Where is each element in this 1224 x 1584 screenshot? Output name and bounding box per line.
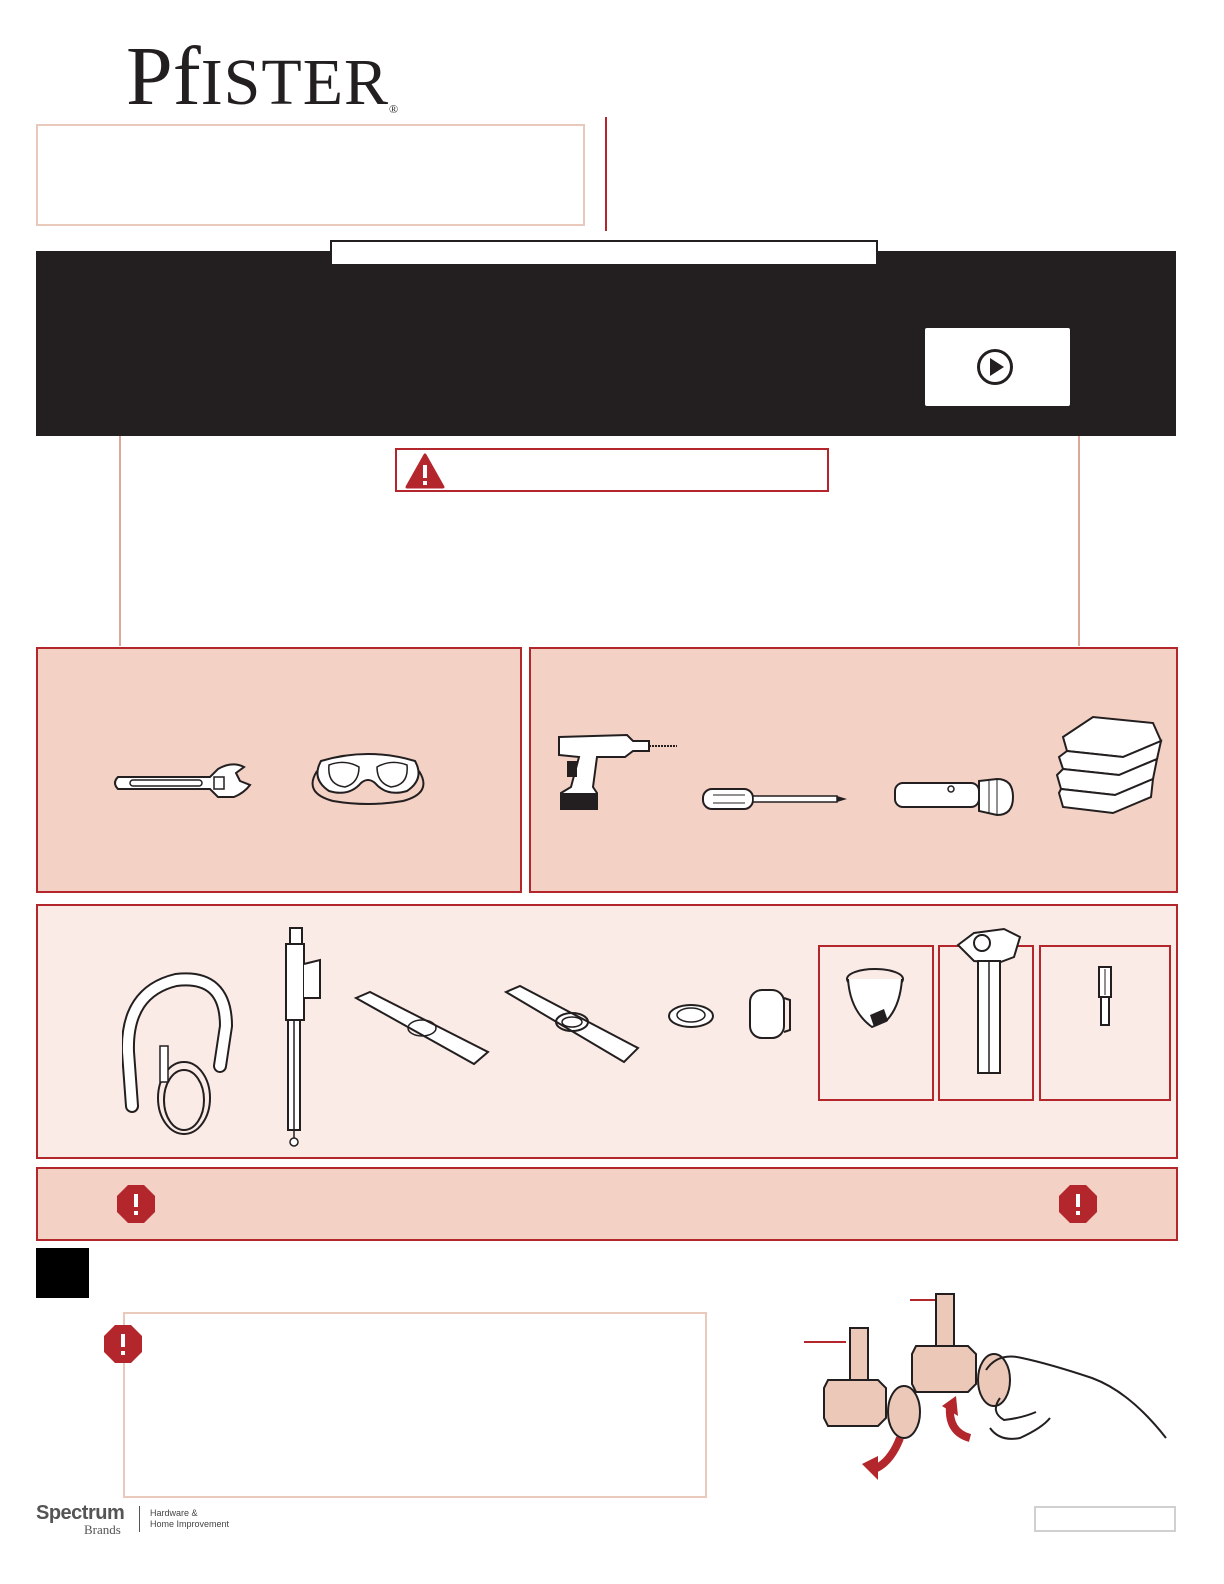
step-number-block xyxy=(36,1248,89,1298)
spectrum-brands-logo xyxy=(36,1502,125,1537)
pfister-logo xyxy=(126,32,398,128)
warning-triangle-icon xyxy=(405,453,445,489)
escutcheon-plate-icon xyxy=(502,984,642,1066)
footer-company: Spectrum xyxy=(36,1502,125,1524)
power-drill-icon xyxy=(553,727,683,817)
clip-tool-box xyxy=(818,945,934,1101)
mounting-clip-icon xyxy=(842,963,908,1033)
banner-tab xyxy=(330,240,878,266)
warning-box xyxy=(395,448,829,492)
tools-required-panel xyxy=(36,647,522,893)
gasket-ring-icon xyxy=(666,1002,716,1030)
driver-bit-box xyxy=(1039,945,1171,1101)
hose-weight-icon xyxy=(748,984,792,1044)
wrench-icon xyxy=(110,759,260,809)
step-note-box xyxy=(123,1312,707,1498)
install-tool-box xyxy=(938,945,1034,1101)
spray-hose-icon xyxy=(122,972,234,1144)
faucet-body-icon xyxy=(274,924,334,1150)
model-info-box xyxy=(36,124,585,226)
play-icon xyxy=(976,348,1014,386)
logo-initial: Pf xyxy=(126,30,201,123)
safety-goggles-icon xyxy=(303,741,433,811)
video-button[interactable] xyxy=(925,328,1070,406)
footer-division-line1: Hardware & xyxy=(150,1508,198,1518)
note-bar xyxy=(36,1167,1178,1241)
document-number-box xyxy=(1034,1506,1176,1532)
install-wrench-tool-icon xyxy=(954,923,1024,1075)
towels-icon xyxy=(1053,713,1165,817)
tools-recommended-panel xyxy=(529,647,1178,893)
footer-company-sub: Brands xyxy=(84,1522,121,1537)
flashlight-icon xyxy=(893,777,1015,817)
exclamation-octagon-icon xyxy=(103,1324,143,1364)
footer-division-line2: Home Improvement xyxy=(150,1519,230,1529)
shutoff-valves-illustration xyxy=(800,1288,1170,1488)
hex-bit-icon xyxy=(1097,965,1113,1029)
right-rule xyxy=(1078,436,1080,646)
header-divider xyxy=(605,117,607,231)
footer-division xyxy=(150,1508,229,1530)
footer-divider xyxy=(139,1506,140,1532)
left-rule xyxy=(119,436,121,646)
exclamation-octagon-icon xyxy=(116,1184,156,1224)
deck-plate-icon xyxy=(352,988,492,1068)
screwdriver-icon xyxy=(701,787,851,811)
logo-rest: ISTER xyxy=(200,46,390,119)
registered-mark: ® xyxy=(389,102,399,116)
exclamation-octagon-icon xyxy=(1058,1184,1098,1224)
